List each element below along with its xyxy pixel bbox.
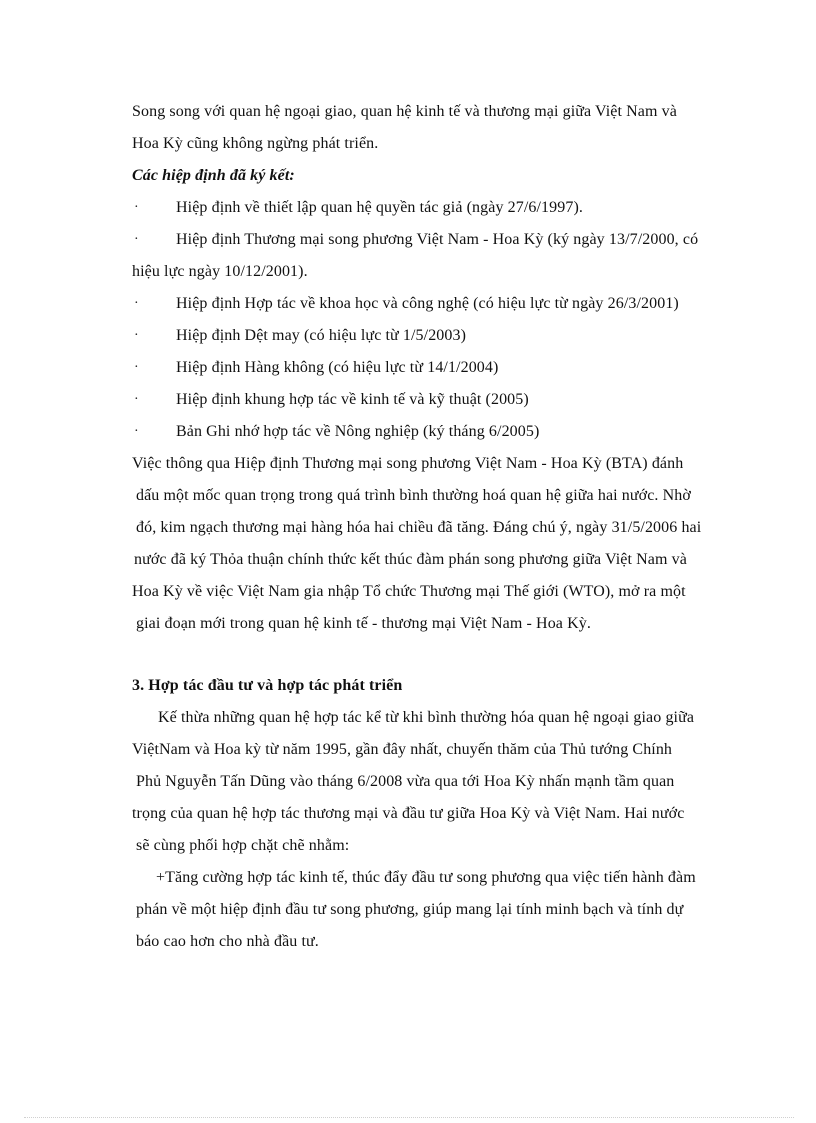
bullet-marker: ·: [134, 360, 139, 375]
bta-paragraph-line-4: nước đã ký Thỏa thuận chính thức kết thúc đàm phán song phương giữa Việt Nam và: [134, 551, 687, 568]
plus-paragraph-line-1: +Tăng cường hợp tác kinh tế, thúc đẩy đầu tư song phương qua việc tiến hành đàm: [156, 869, 696, 886]
bullet-marker: ·: [134, 296, 139, 311]
agreement-item-1: Hiệp định về thiết lập quan hệ quyền tác giả (ngày 27/6/1997).: [176, 199, 583, 216]
agreement-item-6: Hiệp định khung hợp tác về kinh tế và kỹ thuật (2005): [176, 391, 529, 408]
agreement-item-3: Hiệp định Hợp tác về khoa học và công nghệ (có hiệu lực từ ngày 26/3/2001): [176, 295, 679, 312]
page-bottom-divider: [24, 1117, 794, 1118]
bta-paragraph-line-2: dấu một mốc quan trọng trong quá trình bình thường hoá quan hệ giữa hai nước. Nhờ: [136, 487, 691, 504]
section-3-line-1: Kế thừa những quan hệ hợp tác kể từ khi bình thường hóa quan hệ ngoại giao giữa: [158, 709, 695, 726]
agreement-item-2: Hiệp định Thương mại song phương Việt Nam - Hoa Kỳ (ký ngày 13/7/2000, có: [176, 231, 699, 248]
plus-paragraph-line-2: phán về một hiệp định đầu tư song phương, giúp mang lại tính minh bạch và tính dự: [136, 901, 684, 918]
agreement-item-5: Hiệp định Hàng không (có hiệu lực từ 14/1/2004): [176, 359, 499, 376]
section-3-line-2: ViệtNam và Hoa kỳ từ năm 1995, gần đây nhất, chuyến thăm của Thủ tướng Chính: [132, 741, 673, 758]
agreement-item-7: Bản Ghi nhớ hợp tác về Nông nghiệp (ký tháng 6/2005): [176, 423, 540, 440]
bullet-marker: ·: [134, 200, 139, 215]
bta-paragraph-line-5: Hoa Kỳ về việc Việt Nam gia nhập Tổ chức Thương mại Thế giới (WTO), mở ra một: [132, 583, 686, 600]
agreement-item-2-continued: hiệu lực ngày 10/12/2001).: [132, 263, 308, 280]
intro-line-2: Hoa Kỳ cũng không ngừng phát triển.: [132, 135, 379, 152]
agreements-heading: Các hiệp định đã ký kết:: [132, 167, 295, 184]
bullet-marker: ·: [134, 392, 139, 407]
intro-line-1: Song song với quan hệ ngoại giao, quan hệ kinh tế và thương mại giữa Việt Nam và: [132, 103, 677, 120]
section-3-heading: 3. Hợp tác đầu tư và hợp tác phát triển: [132, 677, 403, 694]
bullet-marker: ·: [134, 232, 139, 247]
bta-paragraph-line-6: giai đoạn mới trong quan hệ kinh tế - thương mại Việt Nam - Hoa Kỳ.: [136, 615, 591, 632]
agreement-item-4: Hiệp định Dệt may (có hiệu lực từ 1/5/2003): [176, 327, 467, 344]
bta-paragraph-line-1: Việc thông qua Hiệp định Thương mại song phương Việt Nam - Hoa Kỳ (BTA) đánh: [132, 455, 684, 472]
section-3-line-3: Phủ Nguyễn Tấn Dũng vào tháng 6/2008 vừa qua tới Hoa Kỳ nhấn mạnh tầm quan: [136, 773, 675, 790]
section-3-line-4: trọng của quan hệ hợp tác thương mại và đầu tư giữa Hoa Kỳ và Việt Nam. Hai nước: [132, 805, 685, 822]
bullet-marker: ·: [134, 328, 139, 343]
bullet-marker: ·: [134, 424, 139, 439]
plus-paragraph-line-3: báo cao hơn cho nhà đầu tư.: [136, 933, 319, 950]
bta-paragraph-line-3: đó, kim ngạch thương mại hàng hóa hai chiều đã tăng. Đáng chú ý, ngày 31/5/2006 hai: [136, 519, 702, 536]
section-3-line-5: sẽ cùng phối hợp chặt chẽ nhằm:: [136, 837, 350, 854]
